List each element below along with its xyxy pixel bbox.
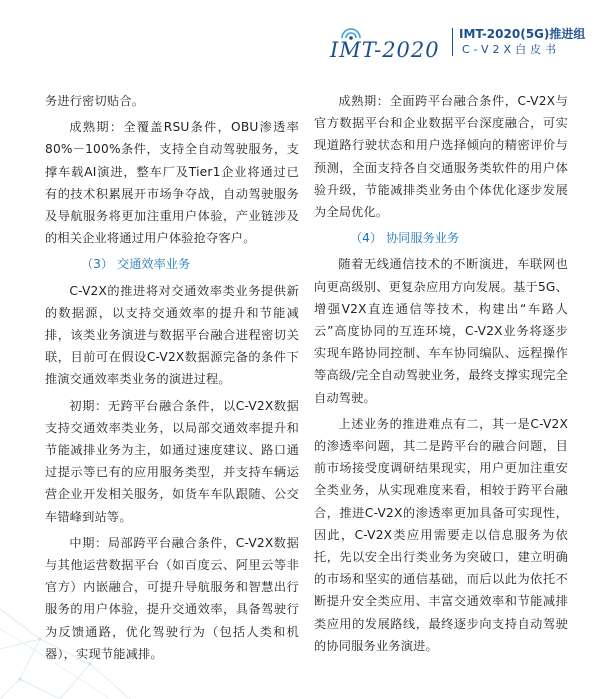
section-heading: （4） 协同服务业务 [350,231,460,246]
header-divider [452,28,453,56]
header-org: IMT-2020(5G)推进组 [459,27,586,41]
imt2020-logo [326,24,446,68]
decorative-network-graphic [0,569,150,699]
logo-text: IMT-2020 [330,38,440,62]
paragraph: 成熟期：全覆盖RSU条件，OBU渗透率80%－100%条件，支持全自动驾驶服务，支撑车载AI演进，整车厂及Tier1企业将通过已有的技术积累展开市场争夺战，自动驾驶服务及导航服务将更加注重用户体验，产业链涉及的相关企业将通过用户体验抢夺客户。 [45,120,299,246]
right-column [314,90,568,657]
paragraph: 初期：无跨平台融合条件，以C-V2X数据支持交通效率类业务，以局部交通效率提升和节能减排业务为主，如通过速度建议、路口通过提示等已有的应用服务类型，并支持车辆运营企业开发相关服务，如货车车队跟随、公交车错峰到站等。 [45,398,299,524]
paragraph: C-V2X的推进将对交通效率类业务提供新的数据源，以支持交通效率的提升和节能减排，该类业务演进与数据平台融合进程密切关联，目前可在假设C-V2X数据源完备的条件下推演交通效率类业务的演进过程。 [45,283,299,387]
paragraph: 务进行密切贴合。 [45,94,145,108]
page-header [0,0,605,80]
paragraph: 随着无线通信技术的不断演进，车联网也向更高级别、更复杂应用方向发展。基于5G、增强V2X直连通信等技术，构建出“车路人云”高度协同的互连环境，C-V2X业务将逐步实现车路协同控制、车车协同编队、远程操作等高级/完全自动驾驶业务，最终支撑实现完全自动驾驶。 [314,257,568,405]
section-heading: （3） 交通效率业务 [81,257,191,272]
paragraph: 成熟期：全面跨平台融合条件，C-V2X与官方数据平台和企业数据平台深度融合，可实现道路行驶状态和用户选择倾向的精密评价与预测，全面支持各自交通服务类软件的用户体验升级，节能减排类业务由个体优化逐步发展为全局优化。 [314,94,568,220]
header-subtitle: C-V2X白皮书 [462,43,561,56]
paragraph: 上述业务的推进难点有二，其一是C-V2X的渗透率问题，其二是跨平台的融合问题，目前市场接受度调研结果现实，用户更加注重安全类业务，从实现难度来看，相较于跨平台融合，推进C-V2X的渗透率更加具备可实现性，因此，C-V2X类应用需要走以信息服务为依托，先以安全出行类业务为突破口，建立明确的市场和坚实的通信基础，而后以此为依托不断提升安全类应用、丰富交通效率和节能减排类应用的发展路线，最终逐步向支持自动驾驶的协同服务业务演进。 [314,416,568,653]
paragraph: 中期：局部跨平台融合条件，C-V2X数据与其他运营数据平台（如百度云、阿里云等非官方）内嵌融合，可提升导航服务和智慧出行服务的用户体验，提升交通效率，具备驾驶行为反馈通路，优化驾驶行为（包括人类和机器），实现节能减排。 [45,535,299,661]
